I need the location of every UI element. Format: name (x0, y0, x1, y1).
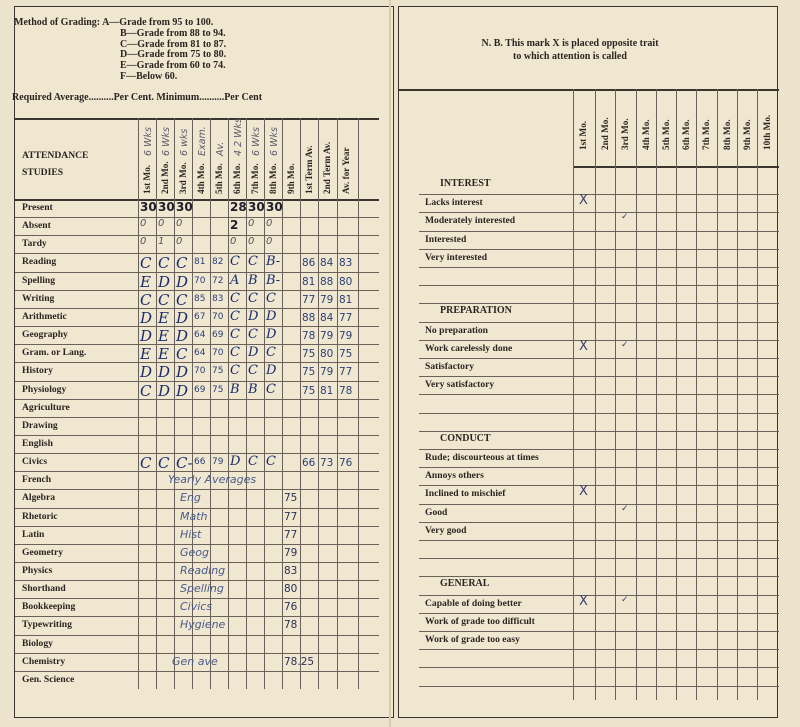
row-rule (15, 362, 379, 363)
grade-cell: 0 (140, 236, 147, 248)
grade-cell: C (158, 254, 170, 273)
grade-cell: D (176, 272, 189, 291)
grade-cell: C (248, 454, 258, 470)
row-rule (15, 326, 379, 327)
grading-legend (14, 18, 226, 83)
grade-cell: 79 (212, 457, 224, 468)
blank-rule (419, 431, 779, 432)
section-title-general: GENERAL (440, 578, 490, 590)
grade-cell: C (176, 290, 188, 309)
grade-cell: 66 (302, 457, 316, 470)
grade-cell: D (248, 308, 259, 324)
grade-cell: 81 (320, 384, 334, 397)
trait-rule (419, 504, 779, 505)
trait-label: No preparation (425, 324, 488, 336)
grading-line-f: F—Below 60. (120, 70, 178, 82)
grade-cell: D (248, 345, 259, 361)
grade-cell: D (266, 327, 277, 343)
trait-rule (419, 467, 779, 468)
grade-cell: 28 (230, 200, 247, 214)
section-rule (419, 194, 779, 195)
right-column-header: 4th Mo. (641, 119, 651, 150)
grade-cell: 64 (194, 330, 206, 341)
col-rule (138, 118, 139, 689)
grade-cell: 84 (320, 257, 334, 270)
grade-cell: D (140, 308, 153, 327)
col-rule (358, 118, 359, 689)
column-header: 7th Mo. (250, 163, 260, 194)
grade-cell: D (176, 381, 189, 400)
grade-cell: 86 (302, 257, 316, 270)
grade-cell: 30 (158, 200, 175, 214)
trait-rule (419, 340, 779, 341)
trait-label: Moderately interested (425, 215, 516, 227)
yearly-subject: Hygiene (180, 618, 226, 632)
row-rule (15, 453, 379, 454)
grade-cell: 67 (194, 311, 206, 322)
grade-cell: D (158, 363, 171, 382)
row-rule (15, 671, 379, 672)
column-note: 4 2 Wks (233, 118, 244, 156)
grade-cell: D (158, 381, 171, 400)
grade-cell: 75 (302, 348, 316, 361)
grade-cell: 30 (140, 200, 157, 214)
grade-cell: 77 (302, 293, 316, 306)
trait-label: Work of grade too difficult (425, 615, 535, 627)
grade-cell: D (230, 454, 241, 470)
row-rule (15, 308, 379, 309)
grade-cell: D (140, 363, 153, 382)
grade-cell: B (230, 381, 240, 397)
row-rule (15, 616, 379, 617)
row-label-english: English (22, 437, 53, 449)
grade-cell: D (140, 327, 153, 346)
row-label-physics: Physics (22, 565, 53, 576)
right-column-header: 10th Mo. (762, 114, 772, 150)
yearly-subject: Spelling (180, 582, 224, 596)
blank-rule (419, 285, 779, 286)
yearly-subject: Eng (180, 491, 201, 505)
column-note: Av. (215, 141, 226, 156)
yearly-value: 77 (284, 510, 298, 523)
row-label-gram-or-lang-: Gram. or Lang. (22, 347, 87, 359)
section-rule (419, 322, 779, 323)
grade-cell: B (248, 381, 258, 397)
grade-cell: C (266, 381, 276, 397)
grade-cell: C- (176, 454, 193, 473)
trait-rule (419, 212, 779, 213)
grade-cell: 84 (320, 311, 334, 324)
grade-cell: 83 (212, 293, 224, 304)
header-attendance: ATTENDANCE (22, 150, 89, 161)
trait-rule (419, 249, 779, 250)
grade-cell: C (248, 363, 258, 379)
grade-cell: 82 (212, 257, 224, 268)
grade-cell: 2 (230, 218, 239, 233)
row-label-present: Present (22, 202, 53, 213)
column-header: 4th Mo. (196, 163, 206, 194)
yearly-value: 83 (284, 565, 298, 577)
grade-cell: 88 (320, 275, 334, 288)
trait-label: Very good (425, 524, 467, 536)
column-header: 2nd Term Av. (322, 141, 332, 194)
grade-cell: C (140, 290, 152, 309)
row-label-civics: Civics (22, 456, 48, 468)
trait-rule (419, 613, 779, 614)
row-rule (15, 417, 379, 418)
x-mark: X (579, 338, 588, 354)
grade-cell: C (230, 290, 240, 306)
col-rule (318, 118, 319, 689)
grade-cell: C (230, 327, 240, 343)
row-rule (15, 235, 379, 236)
grade-cell: 30 (248, 200, 265, 214)
grade-cell: 66 (194, 457, 206, 468)
column-note: 6 Wks (143, 127, 154, 156)
blank-rule (419, 686, 779, 687)
column-note: 6 Wks (269, 127, 280, 156)
trait-rule (419, 631, 779, 632)
column-header: 6th Mo. (232, 163, 242, 194)
row-label-writing: Writing (22, 292, 55, 304)
column-note: Exam. (197, 126, 208, 156)
grade-cell: C (158, 454, 170, 473)
row-rule (15, 272, 379, 273)
grade-cell: 0 (140, 218, 147, 230)
grade-cell: 0 (266, 218, 273, 230)
check-mark: ✓ (621, 594, 629, 605)
row-label-tardy: Tardy (22, 238, 47, 250)
grade-cell: 75 (339, 348, 353, 361)
column-header: 5th Mo. (214, 163, 224, 194)
trait-label: Very satisfactory (425, 379, 495, 391)
grade-cell: 69 (212, 330, 224, 341)
trait-label: Annoys others (425, 470, 484, 482)
table-top-rule (15, 118, 379, 120)
check-mark: ✓ (621, 339, 629, 350)
grade-cell: B- (266, 254, 281, 270)
grade-cell: 79 (320, 330, 334, 343)
grading-line-c: C—Grade from 81 to 87. (120, 38, 227, 50)
trait-label: Very interested (425, 251, 488, 263)
section-title-preparation: PREPARATION (440, 305, 512, 317)
trait-label: Work of grade too easy (425, 634, 520, 645)
trait-rule (419, 358, 779, 359)
row-label-biology: Biology (22, 637, 53, 649)
grade-cell: C (140, 254, 152, 273)
row-label-history: History (22, 365, 53, 377)
grade-cell: 70 (194, 275, 206, 286)
blank-rule (419, 558, 779, 559)
grading-line-d: D—Grade from 75 to 80. (120, 49, 227, 61)
row-label-drawing: Drawing (22, 419, 58, 431)
column-header: 9th Mo. (286, 163, 296, 194)
row-label-chemistry: Chemistry (22, 655, 66, 667)
grade-cell: C (140, 454, 152, 473)
grade-cell: 80 (339, 275, 353, 288)
row-rule (15, 381, 379, 382)
grade-cell: 77 (339, 366, 353, 379)
row-rule (15, 253, 379, 254)
right-column-header: 6th Mo. (681, 119, 691, 150)
trait-label: Rude; discourteous at times (425, 452, 539, 463)
column-header: Av. for Year (341, 147, 351, 194)
row-label-algebra: Algebra (22, 492, 56, 504)
grade-cell: D (176, 363, 189, 382)
trait-label: Inclined to mischief (425, 488, 506, 500)
trait-label: Good (425, 506, 448, 518)
grade-cell: C (176, 254, 188, 273)
row-label-agriculture: Agriculture (22, 401, 70, 413)
grade-cell: 76 (339, 457, 353, 470)
grade-cell: 83 (339, 257, 353, 270)
trait-rule (419, 394, 779, 395)
blank-rule (419, 413, 779, 414)
grade-cell: 0 (248, 218, 255, 230)
row-rule (15, 544, 379, 545)
trait-label: Work carelessly done (425, 342, 513, 354)
right-column-header: 3rd Mo. (620, 118, 630, 150)
row-label-geometry: Geometry (22, 546, 64, 558)
grade-cell: E (140, 272, 151, 291)
row-label-french: French (22, 474, 52, 486)
col-rule (300, 118, 301, 689)
right-column-header: 8th Mo. (722, 119, 732, 150)
grade-cell: C (230, 308, 240, 324)
column-note: 6 Wks (251, 127, 262, 156)
row-label-typewriting: Typewriting (22, 619, 72, 631)
right-column-header: 7th Mo. (701, 119, 711, 150)
section-title-interest: INTEREST (440, 178, 491, 189)
grade-cell: B- (266, 272, 281, 288)
row-label-gen-science: Gen. Science (22, 673, 75, 685)
row-rule (15, 344, 379, 345)
trait-rule (419, 522, 779, 523)
row-label-arithmetic: Arithmetic (22, 310, 67, 322)
column-header: 1st Mo. (142, 164, 152, 194)
right-column-header: 1st Mo. (578, 120, 588, 150)
grade-cell: C (248, 327, 258, 343)
grade-cell: C (230, 254, 240, 270)
grade-cell: 0 (230, 236, 237, 248)
grade-cell: 79 (339, 330, 353, 343)
column-header: 8th Mo. (268, 163, 278, 194)
row-rule (15, 435, 379, 436)
grade-cell: E (158, 345, 169, 364)
grade-cell: 0 (248, 236, 255, 248)
grade-cell: C (266, 345, 276, 361)
grade-cell: 70 (212, 348, 224, 359)
grade-cell: D (266, 308, 277, 324)
right-column-header: 9th Mo. (742, 119, 752, 150)
grade-cell: C (248, 290, 258, 306)
row-label-geography: Geography (22, 329, 68, 341)
grade-cell: 81 (194, 257, 206, 268)
grade-cell: 81 (302, 275, 316, 288)
grading-title: Method of Grading: (14, 17, 101, 28)
grade-cell: B (248, 272, 258, 288)
trait-rule (419, 267, 779, 268)
column-note: 6 wks (179, 128, 190, 156)
yearly-value: 78.25 (284, 655, 315, 668)
row-rule (15, 635, 379, 636)
blank-rule (419, 303, 779, 304)
trait-rule (419, 540, 779, 541)
x-mark: X (579, 484, 588, 500)
grade-cell: C (230, 363, 240, 379)
section-rule (419, 595, 779, 596)
grade-cell: 79 (320, 293, 334, 306)
yearly-subject: Geog (180, 545, 210, 559)
grade-cell: 70 (194, 366, 206, 377)
fold-crease (389, 0, 391, 727)
grade-cell: 72 (212, 275, 224, 286)
grade-cell: 0 (176, 236, 183, 248)
row-label-absent: Absent (22, 220, 51, 232)
grade-cell: 78 (339, 384, 353, 397)
grade-cell: 1 (158, 236, 165, 248)
row-rule (15, 508, 379, 509)
grading-line-a: Method of Grading: A—Grade from 95 to 100. (14, 17, 214, 28)
yearly-subject: Gen ave (172, 654, 218, 668)
column-header: 1st Term Av. (304, 145, 314, 194)
x-mark: X (579, 593, 588, 609)
grade-cell: 88 (302, 311, 316, 324)
header-studies: STUDIES (22, 167, 64, 178)
header-bottom-rule (15, 199, 379, 201)
column-header: 3rd Mo. (178, 162, 188, 194)
grade-cell: D (176, 327, 189, 346)
grade-cell: C (248, 254, 258, 270)
section-rule (419, 449, 779, 450)
grade-cell: D (158, 272, 171, 291)
row-rule (15, 399, 379, 400)
right-column-header: 5th Mo. (661, 119, 671, 150)
grade-cell: 73 (320, 457, 334, 470)
grade-cell: E (140, 345, 151, 364)
blank-rule (419, 667, 779, 668)
trait-rule (419, 485, 779, 486)
yearly-value: 79 (284, 546, 298, 559)
row-label-reading: Reading (22, 256, 57, 268)
yearly-value: 75 (284, 492, 298, 505)
row-label-latin: Latin (22, 528, 45, 540)
row-rule (15, 580, 379, 581)
row-label-rhetoric: Rhetoric (22, 510, 58, 522)
x-mark: X (579, 193, 588, 209)
grade-cell: 30 (176, 200, 193, 214)
yearly-subject: Math (180, 509, 208, 523)
right-header-top-rule (399, 89, 779, 91)
grade-cell: E (158, 308, 169, 327)
trait-rule (419, 649, 779, 650)
right-column-header: 2nd Mo. (600, 117, 610, 150)
check-mark: ✓ (621, 212, 629, 223)
blank-rule (419, 576, 779, 577)
grade-cell: 75 (302, 366, 316, 379)
grading-line-b: B—Grade from 88 to 94. (120, 27, 226, 39)
yearly-value: 80 (284, 583, 298, 596)
grade-cell: 0 (158, 218, 165, 230)
required-average: Required Average..........Per Cent. Minimum..........Per Cent (12, 92, 263, 103)
row-rule (15, 562, 379, 563)
yearly-subject: Hist (180, 527, 202, 541)
trait-rule (419, 376, 779, 377)
check-mark: ✓ (621, 503, 629, 514)
grading-line-e: E—Grade from 60 to 74. (120, 60, 226, 72)
row-label-physiology: Physiology (22, 383, 67, 395)
grade-cell: C (266, 290, 276, 306)
trait-rule (419, 231, 779, 232)
yearly-averages-title: Yearly Averages (168, 473, 257, 487)
grade-cell: 75 (302, 384, 316, 397)
yearly-subject: Reading (180, 564, 226, 577)
section-title-conduct: CONDUCT (440, 432, 491, 444)
grade-cell: A (230, 272, 240, 288)
grade-cell: 0 (176, 218, 183, 230)
grade-cell: D (176, 308, 189, 327)
grade-cell: C (140, 381, 152, 400)
row-label-shorthand: Shorthand (22, 583, 66, 595)
grade-cell: 75 (212, 384, 224, 395)
grade-cell: D (266, 363, 277, 379)
row-rule (15, 598, 379, 599)
grade-cell: 75 (212, 366, 224, 377)
trait-label: Lacks interest (425, 197, 483, 209)
yearly-value: 77 (284, 528, 298, 541)
grade-cell: 81 (339, 293, 353, 306)
trait-label: Capable of doing better (425, 597, 522, 609)
yearly-value: 78 (284, 619, 298, 632)
grade-cell: E (158, 327, 169, 346)
row-rule (15, 471, 379, 472)
col-rule (228, 118, 229, 689)
row-rule (15, 526, 379, 527)
grade-cell: 30 (266, 200, 283, 214)
grade-cell: C (158, 290, 170, 309)
row-label-bookkeeping: Bookkeeping (22, 601, 76, 613)
row-rule (15, 653, 379, 654)
grade-cell: 70 (212, 311, 224, 322)
column-header: 2nd Mo. (160, 161, 170, 194)
grade-cell: 85 (194, 293, 206, 304)
grade-cell: 80 (320, 348, 334, 361)
row-rule (15, 489, 379, 490)
yearly-subject: Civics (180, 600, 213, 614)
grade-cell: C (230, 345, 240, 361)
row-rule (15, 290, 379, 291)
grade-cell: 78 (302, 330, 316, 343)
grade-cell: 0 (266, 236, 273, 248)
grade-cell: 79 (320, 366, 334, 379)
grade-cell: 69 (194, 384, 206, 395)
trait-label: Satisfactory (425, 361, 475, 372)
grade-cell: 77 (339, 311, 353, 324)
grade-cell: C (266, 454, 276, 470)
col-rule (337, 118, 338, 689)
grade-cell: C (176, 345, 188, 364)
grade-cell: 64 (194, 348, 206, 359)
column-note: 6 Wks (161, 127, 172, 156)
row-label-spelling: Spelling (22, 274, 56, 286)
yearly-value: 76 (284, 601, 298, 614)
trait-label: Interested (425, 233, 467, 245)
row-rule (15, 217, 379, 218)
trait-note: N. B. This mark X is placed opposite trait to which attention is called (481, 38, 659, 62)
